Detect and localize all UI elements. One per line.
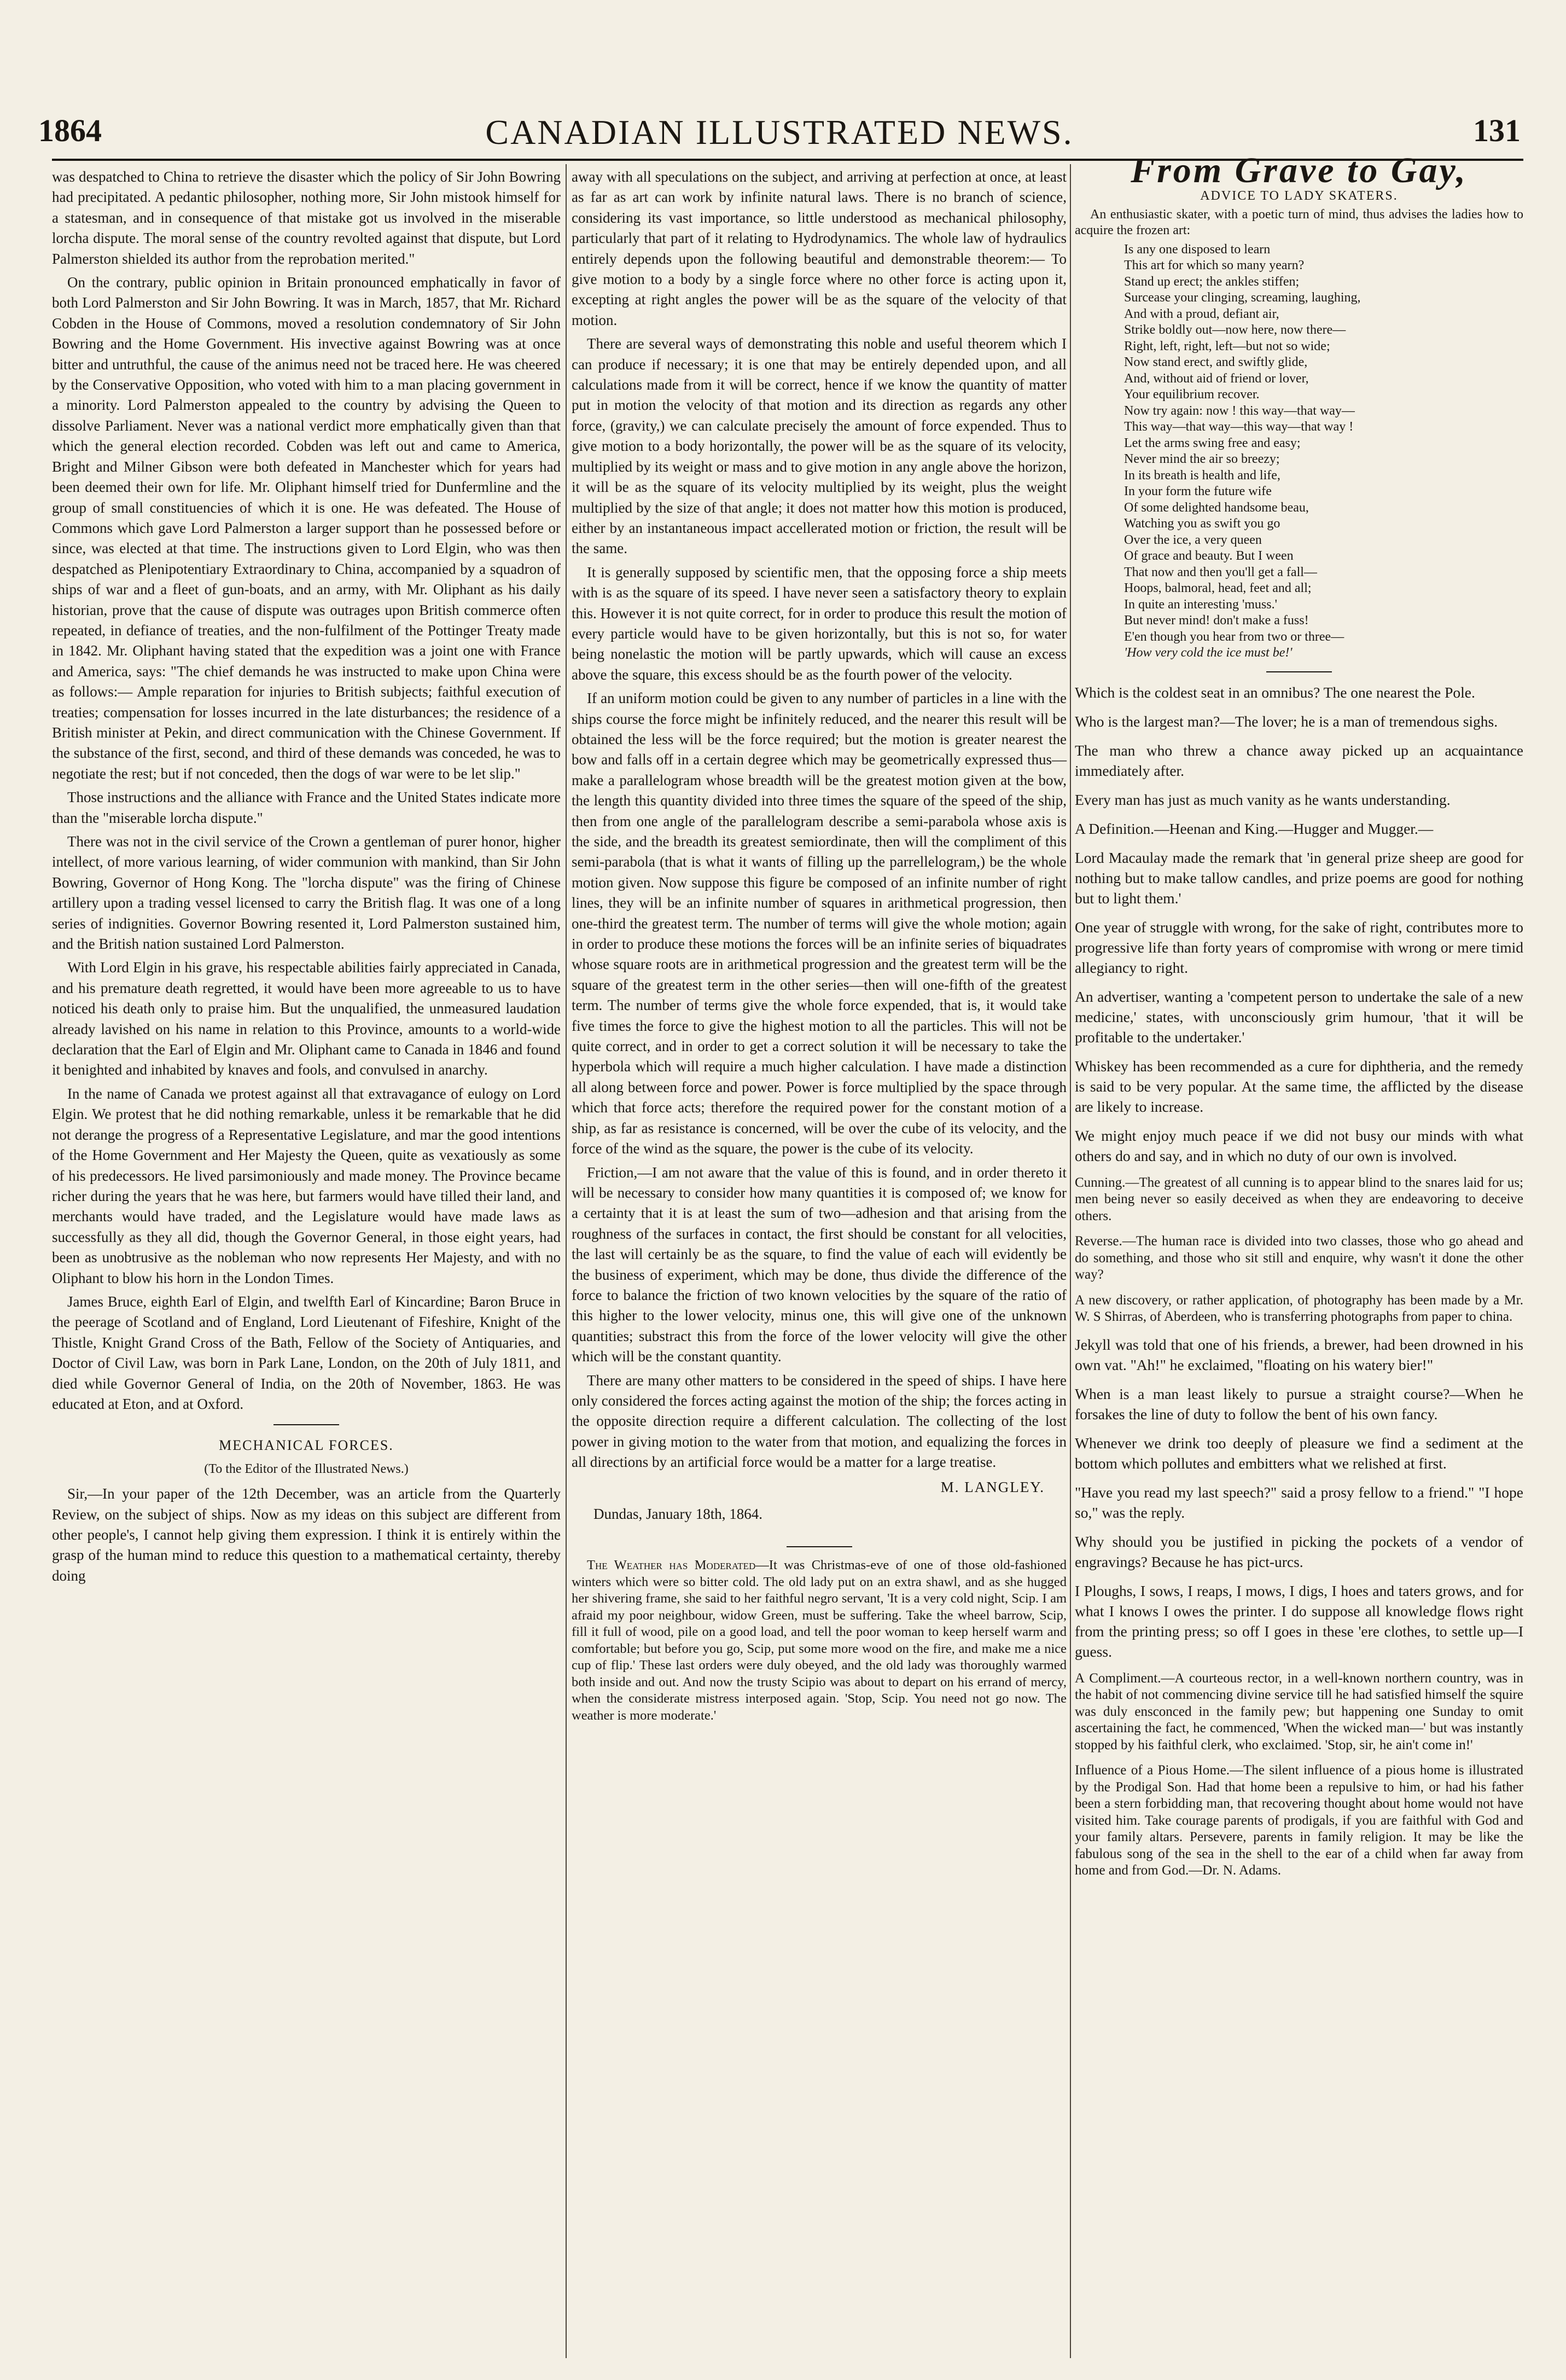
column-divider: [1070, 164, 1071, 2358]
article-paragraph: With Lord Elgin in his grave, his respectable abilities fairly appreciated in Canada, and his premature death regretted, it would have been more agreeable to us to have noticed his death only to praise him. But the unqualified, the unmeasured laudation already lavished on his name in relation to this Province, amounts to a world-wide declaration that the Earl of Elgin and Mr. Oliphant came to Canada in 1846 and found it benighted and inhabited by knaves and fools, and convulsed in anarchy.: [52, 959, 561, 1078]
poem-line: Now stand erect, and swiftly glide,: [1124, 355, 1308, 370]
dateline: Dundas, January 18th, 1864.: [593, 1506, 762, 1522]
page-number: 131: [1473, 113, 1521, 148]
miscellany-item: Lord Macaulay made the remark that 'in general prize sheep are good for nothing but to make tallow candles, and prize poems are good for nothing but to light them.': [1075, 849, 1523, 907]
weather-lead: The Weather has Moderated: [587, 1558, 756, 1573]
miscellany-item: When is a man least likely to pursue a straight course?—When he forsakes the line of duty to follow the bent of his own fancy.: [1075, 1385, 1523, 1423]
poem-line: Hoops, balmoral, head, feet and all;: [1124, 581, 1312, 596]
article-paragraph: Those instructions and the alliance with France and the United States indicate more than the "miserable lorcha dispute.": [52, 789, 561, 826]
poem-line: In its breath is health and life,: [1124, 468, 1280, 483]
poem-line: Never mind the air so breezy;: [1124, 452, 1280, 467]
poem-line: This art for which so many yearn?: [1124, 258, 1305, 273]
poem-line: Right, left, right, left—but not so wide;: [1124, 339, 1330, 353]
miscellany-item: Influence of a Pious Home.—The silent influence of a pious home is illustrated by the Prodigal Son. Had that home been a repulsive to him, or had his father been a stern forbidding man, that recovering thought about home would not have visited him. Take courage parents of prodigals, if you are faithful with God and your family altars. Persevere, parents in family religion. It may be like the fabulous song of the sea in the shell to the ear of a child when far away from home and from God.—Dr. N. Adams.: [1075, 1763, 1523, 1878]
poem-line: Now try again: now ! this way—that way—: [1124, 403, 1355, 418]
miscellany-item: The man who threw a chance away picked up an acquaintance immediately after.: [1075, 741, 1523, 779]
article-paragraph: It is generally supposed by scientific men, that the opposing force a ship meets with is as the square of its speed. I have never seen a satisfactory theory to explain this. However it is not quite correct, for in order to produce this result the motion of every particle would have to be given horizontally, but this is not so, for water being nonelastic the motion will be partly upwards, which will cause an excess above the square, this excess should be as the fourth power of the velocity.: [572, 564, 1067, 683]
poem-line: But never mind! don't make a fuss!: [1124, 613, 1309, 628]
poem-line: That now and then you'll get a fall—: [1124, 565, 1317, 579]
article-paragraph: There are many other matters to be considered in the speed of ships. I have here only considered the forces acting against the motion of the ship; the forces acting in the opposite direction require a different calculation. The collecting of the lost power in giving motion to the water from that motion, and equalizing the forces in all directions by an artificial force would be a matter for a large treatise.: [572, 1372, 1067, 1471]
poem-line: Stand up erect; the ankles stiffen;: [1124, 274, 1300, 289]
article-paragraph: There was not in the civil service of the Crown a gentleman of purer honor, higher intellect, of more various learning, of wider communion with mankind, than Sir John Bowring, Governor of Hong Kong. The "lorcha dispute" was the firing of Chinese artillery upon a trading vessel licensed to carry the British flag. It was one of a long series of indignities. Governor Bowring resented it, Lord Palmerston sustained him, and the British nation sustained Lord Palmerston.: [52, 833, 561, 953]
poem-line: Surcease your clinging, screaming, laughing,: [1124, 291, 1361, 305]
column-1: [52, 167, 561, 1589]
miscellany-item: Cunning.—The greatest of all cunning is to appear blind to the snares laid for us; men being never so easily deceived as when they are endeavoring to deceive others.: [1075, 1175, 1523, 1223]
poem-line: Your equilibrium recover.: [1124, 387, 1260, 402]
mechanical-forces-title: MECHANICAL FORCES.: [219, 1437, 394, 1454]
section-divider: [1266, 671, 1332, 672]
section-divider: [787, 1546, 852, 1547]
header-year: 1864: [38, 113, 102, 148]
poem-line: 'How very cold the ice must be!': [1124, 646, 1293, 660]
section-title: From Grave to Gay,: [1131, 150, 1468, 190]
weather-text: —It was Christmas-eve of one of those old-fashioned winters which were so bitter cold. The old lady put on an extra shawl, and as she hugged her shivering frame, she said to her faithful negro servant, 'It is a very cold night, Scip. I am afraid my poor neighbour, widow Green, must be suffering. Take the wheel barrow, Scip, fill it full of wood, pile on a good load, and tell the poor woman to keep herself warm and comfortable; but before you go, Scip, put some more wood on the fire, and make me a nice cup of flip.' These last orders were duly obeyed, and the old lady was thoroughly warmed both inside and out. And now the trusty Scipio was about to depart on his errand of mercy, when the considerate mistress interposed again. 'Stop, Scip. You need not go now. The weather is more moderate.': [572, 1558, 1067, 1723]
miscellany-item: "Have you read my last speech?" said a prosy fellow to a friend." "I hope so," was the reply.: [1075, 1483, 1523, 1521]
miscellany-item: A Definition.—Heenan and King.—Hugger and Mugger.—: [1075, 820, 1434, 837]
miscellany-item: Why should you be justified in picking the pockets of a vendor of engravings? Because he has pict-urcs.: [1075, 1533, 1523, 1570]
miscellany-item: Whiskey has been recommended as a cure for diphtheria, and the remedy is said to be very popular. At the same time, the afflicted by the disease are likely to increase.: [1075, 1057, 1523, 1115]
miscellany-item: A new discovery, or rather application, of photography has been made by a Mr. W. S Shirras, of Aberdeen, who is transferring photographs from paper to china.: [1075, 1292, 1523, 1325]
article-paragraph: In the name of Canada we protest against all that extravagance of eulogy on Lord Elgin. We protest that he did nothing remarkable, unless it be remarkable that he did not derange the progress of a Representative Legislature, and mar the good intentions of the Home Government and Her Majesty the Queen, quite as vexatiously as some of his predecessors. He lived parsimoniously and made money. The Province became richer during the years that he was here, but farmers would have tilled their land, and merchants would have traded, and the Legislature would have made laws as successfully as they all did, though the Governor General, in those eight years, had been as unobtrusive as the nobleman who now represents Her Majesty, and with no Oliphant to blow his horn in the London Times.: [52, 1085, 561, 1286]
miscellany-item: One year of struggle with wrong, for the sake of right, contributes more to progressive life than forty years of compromise with wrong or mere timid allegiancy to right.: [1075, 918, 1523, 976]
article-paragraph: James Bruce, eighth Earl of Elgin, and twelfth Earl of Kincardine; Baron Bruce in the peerage of Scotland and of England, Lord Lieutenant of Fifeshire, Knight of the Thistle, Knight Grand Cross of the Bath, Fellow of the Society of Antiquaries, and Doctor of Civil Law, was born in Park Lane, London, on the 20th of July 1811, and died while Governor General of India, on the 20th of November, 1863. He was educated at Eton, and at Oxford.: [52, 1293, 561, 1412]
article-paragraph: If an uniform motion could be given to any number of particles in a line with the ships course the force might be infinitely reduced, and the nearer this result will be obtained the less will be the force required; but the motion is greater nearest the bow and falls off in a certain degree which may be geometrically expressed thus—make a parallelogram whose breadth will be the greatest motion given at the bow, the length this quantity divided into three times the square of the speed of the ship, then from one angle of the parallelogram describe a semi-parabola whose axis is the side, and the breadth its greatest semiordinate, then will the compliment of this semi-parabola (that is what it wants of filling up the parrellelogram,) be the whole motion given. Now suppose this figure be composed of an infinite number of right lines, they will be an infinite number of squares in arithmetical progression, then one-third the greatest term. The number of terms will give the whole motion; again in order to produce these motions the forces will be an infinite series of biquadrates whose square roots are in arithmetical progression and the greatest term will be the square of the greatest term in the other series—then will one-fifth of the greatest term. The number of terms give the whole force expended, that is, it would take five times the force to give the highest motion to all the particles. This will not be quite correct, and in order to get a correct solution it will be necessary to take the hyperbola which will require a much higher calculation. I have made a distinction all along between force and power. Power is force multiplied by the space through which that force acts; therefore the required power for the constant motion of a ship, as far as resistance is concerned, will be over the cube of its velocity, and the force of the wind as the square, the power is the cube of its velocity.: [572, 690, 1067, 1157]
poem-line: And, without aid of friend or lover,: [1124, 371, 1309, 386]
poem-intro: An enthusiastic skater, with a poetic turn of mind, thus advises the ladies how to acquire the frozen art:: [1075, 207, 1523, 237]
poem-line: In quite an interesting 'muss.': [1124, 597, 1277, 612]
miscellany-item: Every man has just as much vanity as he wants understanding.: [1075, 791, 1451, 808]
poem-line: E'en though you hear from two or three—: [1124, 629, 1344, 644]
miscellany: [1075, 682, 1523, 1879]
article-paragraph: Sir,—In your paper of the 12th December, was an article from the Quarterly Review, on the subject of ships. Now as my ideas on this subject are different from other people's, I cannot help giving them expression. I think it is entirely within the grasp of the human mind to reduce this question to a mathematical certainty, thereby doing: [52, 1485, 561, 1584]
weather-anecdote: [572, 1557, 1067, 1724]
miscellany-item: We might enjoy much peace if we did not busy our minds with what others do and say, and in which no duty of our own is involved.: [1075, 1127, 1523, 1164]
miscellany-item: Reverse.—The human race is divided into two classes, those who go ahead and do something, and those who sit still and enquire, why wasn't it done the other way?: [1075, 1234, 1523, 1282]
miscellany-item: Who is the largest man?—The lover; he is a man of tremendous sighs.: [1075, 712, 1498, 730]
poem-line: Of grace and beauty. But I ween: [1124, 549, 1294, 564]
poem-line: Watching you as swift you go: [1124, 516, 1280, 531]
article-paragraph: There are several ways of demonstrating this noble and useful theorem which I can produce if necessary; it is one that may be entirely depended upon, and all calculations made from it will be correct, hence if we know the quantity of matter put in motion the velocity of that motion and its direction as regards any other force, (gravity,) we can calculate precisely the amount of force expended. Thus to give motion to a body horizontally, the power will be as the square of its velocity, multiplied by its weight or mass and to give motion in any angle above the horizon, it will be as the square of its velocity multiplied by its weight, plus the weight multiplied by the size of that angle; it does not matter how this motion is produced, either by an instantaneous impact accellerated motion or friction, the result will be the same.: [572, 335, 1067, 557]
page-header: [38, 112, 1521, 156]
masthead-title: CANADIAN ILLUSTRATED NEWS.: [485, 113, 1074, 152]
poem-line: And with a proud, defiant air,: [1124, 306, 1279, 321]
poem-line: Let the arms swing free and easy;: [1124, 436, 1301, 450]
miscellany-item: A Compliment.—A courteous rector, in a well-known northern country, was in the habit of not commencing divine service till he had satisfied himself the squire was duly ensconced in the family pew; but happening one Sunday to omit ascertaining the fact, he commenced, 'When the wicked man—' but was instantly stopped by his faithful clerk, who exclaimed. 'Stop, sir, he ain't come in!': [1075, 1670, 1523, 1752]
miscellany-item: I Ploughs, I sows, I reaps, I mows, I digs, I hoes and taters grows, and for what I knows I owes the printer. I do suppose all knowledge flows right from the printing press; so off I goes in these 'ere clothes, to settle up—I guess.: [1075, 1582, 1523, 1660]
article-paragraph: was despatched to China to retrieve the disaster which the policy of Sir John Bowring had precipitated. A pedantic philosopher, nothing more, Sir John mistook himself for a statesman, and in consequence of that mistake got us involved in the miserable lorcha dispute. The moral sense of the country revolted against that dispute, but Lord Palmerston shielded its author from the reprobation merited.": [52, 169, 561, 267]
poem-line: Over the ice, a very queen: [1124, 532, 1262, 547]
poem-line: In your form the future wife: [1124, 484, 1272, 499]
article-paragraph: away with all speculations on the subject, and arriving at perfection at once, at least as far as art can work by infinite natural laws. There is no branch of science, considering its vast importance, so little understood as mechanical philosophy, particularly that part of it relating to Hydrodynamics. The whole law of hydraulics entirely depends upon the following beautiful and demonstrable theorem:— To give motion to a body by a single force where no other force is acting upon it, excepting at right angles the power will be as the square of the velocity of that motion.: [572, 169, 1067, 328]
column-2: [572, 167, 1067, 1727]
author-signature: M. LANGLEY.: [940, 1478, 1045, 1495]
poem-line: Strike boldly out—now here, now there—: [1124, 323, 1346, 338]
article-paragraph: Friction,—I am not aware that the value of this is found, and in order thereto it will be necessary to consider how many quantities it is composed of; we know for a certainty that it is at least the sum of two—adhesion and that arising from the roughness of the surfaces in contact, the first should be constant for all velocities, the last will certainly be as the square, to find the value of each will evidently be the business of experiment, which may be done, thus divide the difference of the force to balance the friction of two known velocities by the square of the ratio of this higher to the lower velocity, minus one, this will give one of the unknown quantities; substract this from the force of the lower velocity will give the other which will be the constant quantity.: [572, 1164, 1067, 1365]
poem: [1124, 242, 1523, 661]
miscellany-item: An advertiser, wanting a 'competent person to undertake the sale of a new medicine,' states, with unconsciously grim humour, 'that it will be profitable to the undertaker.': [1075, 988, 1523, 1046]
miscellany-item: Whenever we drink too deeply of pleasure we find a sediment at the bottom which pollutes and embitters what we relished at first.: [1075, 1434, 1523, 1472]
poem-title: ADVICE TO LADY SKATERS.: [1200, 189, 1398, 204]
poem-line: Of some delighted handsome beau,: [1124, 500, 1309, 515]
article-paragraph: On the contrary, public opinion in Britain pronounced emphatically in favor of both Lord Palmerston and Sir John Bowring. It was in March, 1857, that Mr. Richard Cobden in the House of Commons, moved a resolution condemnatory of Sir John Bowring and the Home Government. His invective against Bowring was at once bitter and untruthful, the cause of the animus need not be traced here. He was cheered by the Conservative Opposition, who voted with him to a man placing government in a minority. Lord Palmerston appealed to the country by advising the Queen to dissolve Parliament. Never was a national verdict more emphatically given than that which the general election recorded. Cobden was left out and came to America, Bright and Milner Gibson were both defeated in Manchester which for years had been deemed their own for life. Mr. Oliphant himself tried for Dunfermline and the group of small constituencies of which it is one. He was defeated. The House of Commons which gave Lord Palmerston a larger support than he possessed before or since, was elected at that time. The instructions given to Lord Elgin, who was then despatched as Plenipotentiary Extraordinary to China, accompanied by a squadron of ships of war and a fleet of gun-boats, and an army, with Mr. Oliphant as his daily historian, prove that the cause of dispute was outrages upon British commerce often repeated, in defiance of treaties, and the non-fulfilment of the Pottinger Treaty made in 1842. Mr. Oliphant having stated that the expedition was a joint one with France and America, says: "The chief demands he was instructed to make upon China were as follows:— Ample reparation for injuries to British subjects; faithful execution of treaties; compensation for losses incurred in the late disturbances; the residence of a British minister at Pekin, and direct communication with the Chinese Government. If the substance of the first, second, and third of these demands was conceded, he was to negotiate the rest; but if not conceded, then the dogs of war were to be let slip.": [52, 274, 561, 782]
section-divider: [273, 1424, 339, 1425]
column-3: [1075, 150, 1523, 1888]
miscellany-item: Jekyll was told that one of his friends, a brewer, had been drowned in his own vat. "Ah!" he exclaimed, "floating on his watery bier!": [1075, 1336, 1523, 1373]
miscellany-item: Which is the coldest seat in an omnibus? The one nearest the Pole.: [1075, 683, 1475, 701]
poem-line: This way—that way—this way—that way !: [1124, 420, 1354, 434]
column-divider: [566, 164, 567, 2358]
editor-note: (To the Editor of the Illustrated News.): [204, 1461, 409, 1476]
poem-line: Is any one disposed to learn: [1124, 242, 1271, 257]
